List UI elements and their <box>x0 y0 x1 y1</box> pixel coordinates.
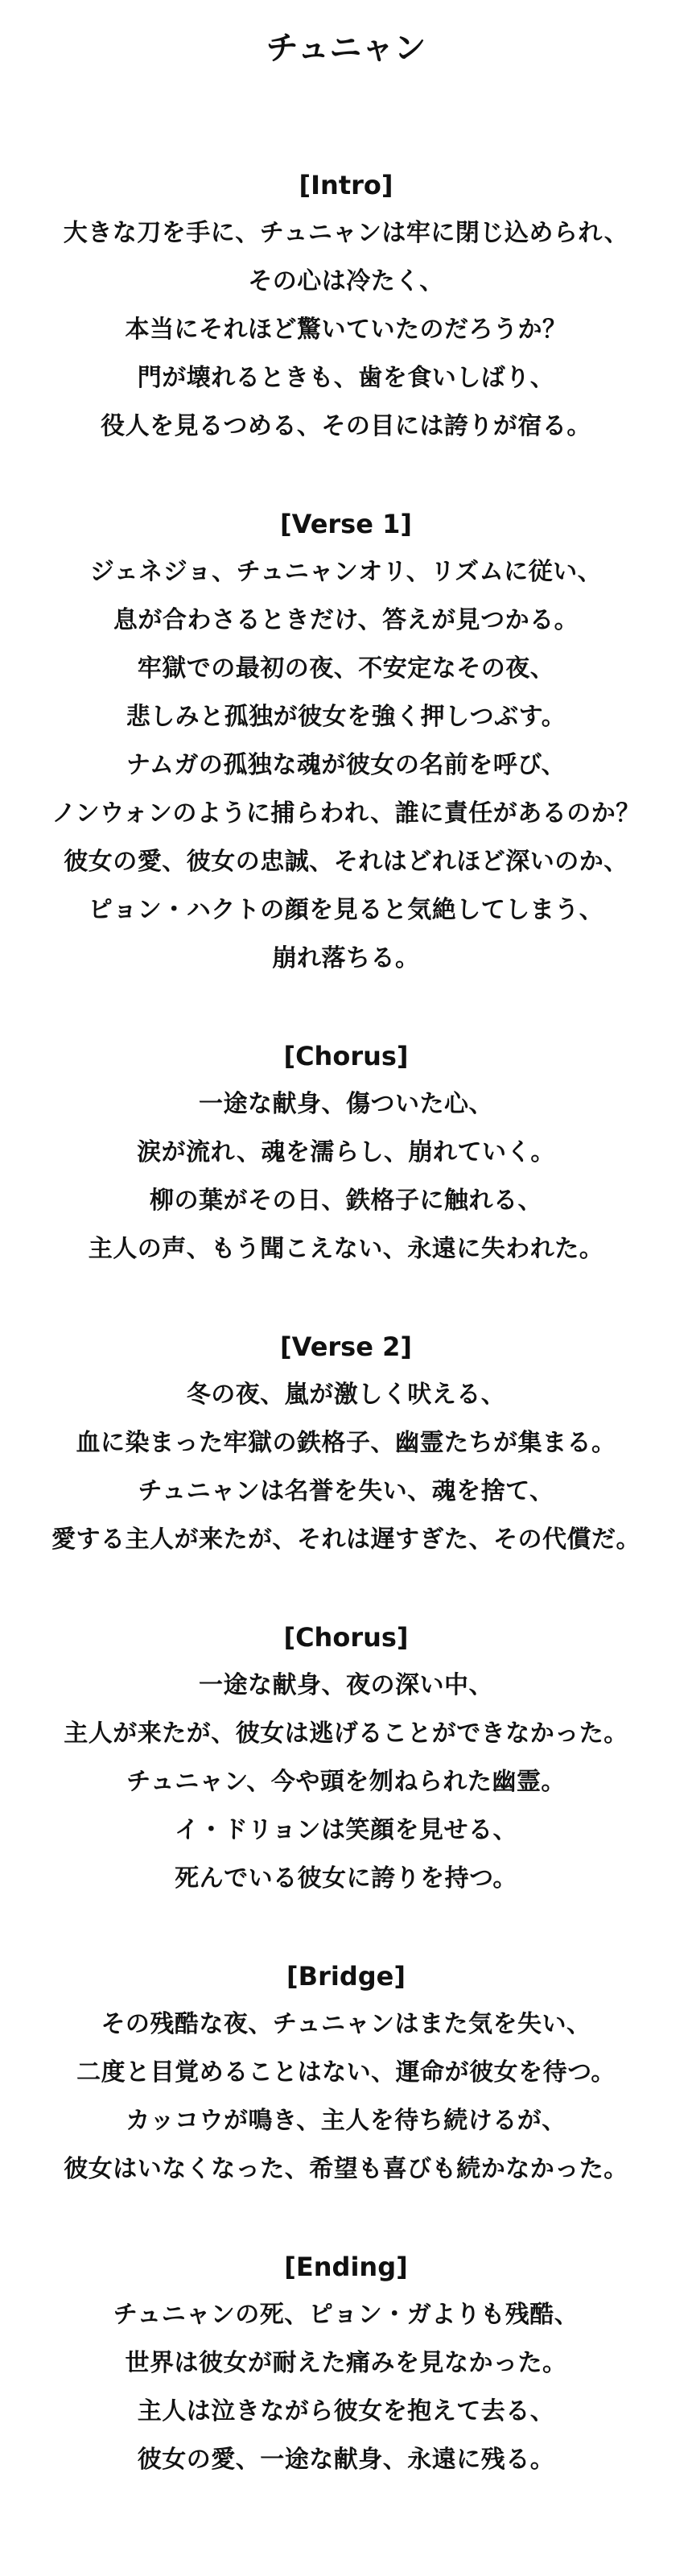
lyric-line: 彼女の愛、一途な献身、永遠に残る。 <box>137 2446 555 2474</box>
lyrics-section <box>0 1323 692 1564</box>
lyric-line: 血に染まった牢獄の鉄格子、幽霊たちが集まる。 <box>76 1429 616 1457</box>
song-title: チュニャン <box>266 30 426 67</box>
lyric-line: 一途な献身、傷ついた心、 <box>199 1090 493 1118</box>
lyrics-section <box>0 1952 692 2194</box>
lyric-line: 冬の夜、嵐が激しく吠える、 <box>186 1381 506 1409</box>
section-label: [Verse 1] <box>280 509 412 539</box>
lyric-line: 本当にそれほど驚いていたのだろうか？ <box>125 316 567 344</box>
lyric-line: 主人の声、もう聞こえない、永遠に失われた。 <box>88 1235 604 1263</box>
lyric-line: イ・ドリョンは笑顔を見せる、 <box>174 1816 518 1844</box>
section-label: [Chorus] <box>283 1622 409 1653</box>
section-label: [Intro] <box>299 170 393 200</box>
lyrics-section <box>0 161 692 451</box>
lyric-line: 涙が流れ、魂を濡らし、崩れていく。 <box>137 1138 555 1166</box>
lyric-line: 崩れ落ちる。 <box>272 944 420 972</box>
lyric-line: 彼女の愛、彼女の忠誠、それはどれほど深いのか、 <box>64 848 628 876</box>
lyric-line: 役人を見るつめる、その目には誇りが宿る。 <box>101 412 591 440</box>
lyric-line: 牢獄での最初の夜、不安定なその夜、 <box>137 654 555 683</box>
lyric-line: ジェネジョ、チュニャンオリ、リズムに従い、 <box>89 558 603 586</box>
lyric-line: チュニャンの死、ピョン・ガよりも残酷、 <box>113 2301 579 2329</box>
lyrics-body <box>0 161 692 2484</box>
lyric-line: 彼女はいなくなった、希望も喜びも続かなかった。 <box>64 2155 628 2183</box>
lyric-line: ノンウォンのように捕らわれ、誰に責任があるのか？ <box>51 799 641 828</box>
lyric-line: その残酷な夜、チュニャンはまた気を失い、 <box>101 2010 591 2038</box>
lyric-line: 大きな刀を手に、チュニャンは牢に閉じ込められ、 <box>63 219 629 247</box>
section-label: [Bridge] <box>286 1961 406 1992</box>
lyric-line: 二度と目覚めることはない、運命が彼女を待つ。 <box>76 2058 616 2087</box>
lyric-line: チュニャンは名誉を失い、魂を捨て、 <box>138 1477 554 1505</box>
lyric-line: 愛する主人が来たが、それは遅すぎた、その代償だ。 <box>51 1525 641 1554</box>
lyric-line: その心は冷たく、 <box>248 267 444 295</box>
lyric-line: 息が合わさるときだけ、答えが見つかる。 <box>113 606 579 634</box>
lyrics-section <box>0 1613 692 1903</box>
lyric-line: 主人は泣きながら彼女を抱えて去る、 <box>137 2397 555 2425</box>
lyric-line: 死んでいる彼女に誇りを持つ。 <box>175 1864 517 1893</box>
lyric-line: ナムガの孤独な魂が彼女の名前を呼び、 <box>126 751 566 779</box>
lyrics-section <box>0 2243 692 2484</box>
lyric-line: ピョン・ハクトの顔を見ると気絶してしまう、 <box>88 896 604 924</box>
section-label: [Verse 2] <box>280 1331 412 1362</box>
lyric-line: カッコウが鳴き、主人を待ち続けるが、 <box>126 2107 566 2135</box>
section-label: [Ending] <box>284 2252 408 2282</box>
lyric-line: 悲しみと孤独が彼女を強く押しつぶす。 <box>126 703 566 731</box>
lyric-line: 世界は彼女が耐えた痛みを見なかった。 <box>125 2349 567 2377</box>
lyric-line: チュニャン、今や頭を刎ねられた幽霊。 <box>126 1768 566 1796</box>
lyric-line: 門が壊れるときも、歯を食いしばり、 <box>137 364 555 392</box>
lyric-line: 主人が来たが、彼女は逃げることができなかった。 <box>64 1719 628 1748</box>
lyric-line: 一途な献身、夜の深い中、 <box>199 1671 493 1699</box>
lyrics-section <box>0 1032 692 1274</box>
section-label: [Chorus] <box>283 1041 409 1071</box>
lyric-line: 柳の葉がその日、鉄格子に触れる、 <box>150 1187 542 1215</box>
lyrics-section <box>0 500 692 983</box>
